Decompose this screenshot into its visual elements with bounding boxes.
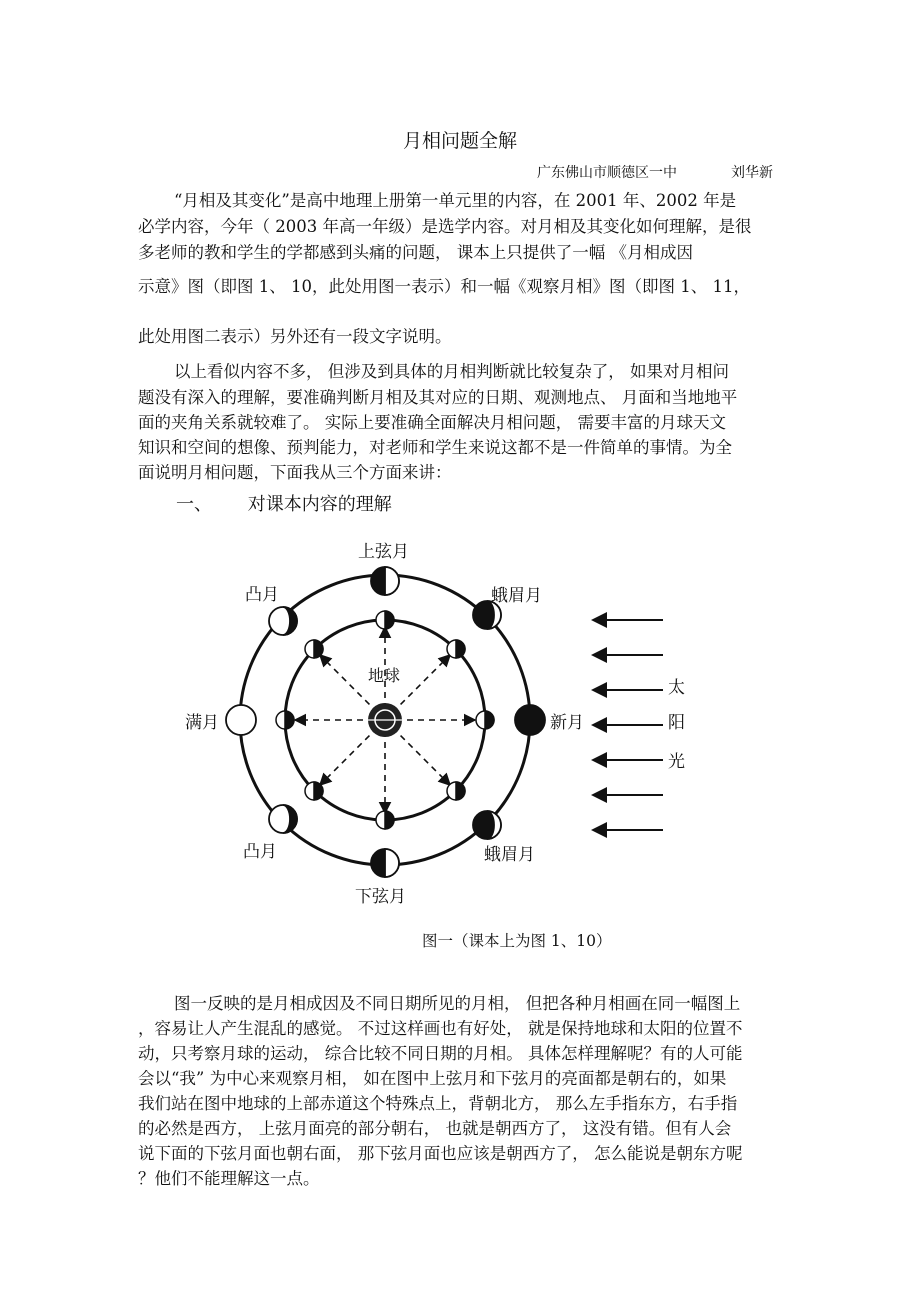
label-gibbous-upper: 凸月 xyxy=(245,585,279,605)
label-first-quarter: 上弦月 xyxy=(358,542,409,562)
para3-line-7: 说下面的下弦月面也朝右面， 那下弦月面也应该是朝西方了， 怎么能说是朝东方呢 xyxy=(138,1144,743,1163)
gibbous-upper-icon xyxy=(269,607,297,635)
para3-line-8: ？他们不能理解这一点。 xyxy=(138,1169,320,1188)
sunlight-arrows xyxy=(593,620,663,830)
inner-moon-br xyxy=(447,782,465,800)
label-last-quarter: 下弦月 xyxy=(355,887,406,907)
label-full-moon: 满月 xyxy=(185,713,219,733)
para1-line-1: “月相及其变化”是高中地理上册第一单元里的内容，在 2001 年、2002 年是 xyxy=(174,191,737,210)
para3-line-3: 动，只考察月球的运动， 综合比较不同日期的月相。 具体怎样理解呢？有的人可能 xyxy=(138,1044,743,1063)
label-waxing-crescent: 蛾眉月 xyxy=(491,586,542,606)
para2-line-4: 知识和空间的想像、预判能力，对老师和学生来说这都不是一件简单的事情。为全 xyxy=(138,438,732,457)
new-moon-icon xyxy=(515,705,545,735)
inner-moon-tr xyxy=(447,640,465,658)
inner-moon-right xyxy=(476,711,494,729)
para3-line-5: 我们站在图中地球的上部赤道这个特殊点上，背朝北方， 那么左手指东方，右手指 xyxy=(138,1094,738,1113)
label-gibbous-lower: 凸月 xyxy=(243,842,277,862)
para1-line-4: 示意》图（即图 1、 10，此处用图一表示）和一幅《观察月相》图（即图 1、 11， xyxy=(138,277,750,296)
para1-line-3: 多老师的教和学生的学都感到头痛的问题， 课本上只提供了一幅 《月相成因 xyxy=(138,243,693,262)
inner-moon-bottom xyxy=(376,811,394,829)
last-quarter-moon-icon xyxy=(371,849,399,877)
full-moon-icon xyxy=(226,705,256,735)
para2-line-5: 面说明月相问题，下面我从三个方面来讲： xyxy=(138,463,452,482)
first-quarter-moon-icon xyxy=(371,567,399,595)
author-school: 广东佛山市顺德区一中 xyxy=(537,165,677,181)
sunlight-label-2: 阳 xyxy=(668,713,685,733)
moon-phase-diagram xyxy=(175,535,715,915)
inner-moon-bl xyxy=(305,782,323,800)
inner-moon-tl xyxy=(305,640,323,658)
para3-line-6: 的必然是西方， 上弦月面亮的部分朝右， 也就是朝西方了， 这没有错。但有人会 xyxy=(138,1119,732,1138)
doc-title: 月相问题全解 xyxy=(402,130,517,152)
para1-line-2: 必学内容，今年（ 2003 年高一年级）是选学内容。对月相及其变化如何理解，是很 xyxy=(138,217,752,236)
sunlight-label-1: 太 xyxy=(668,678,685,698)
inner-moon-left xyxy=(276,711,294,729)
waning-crescent-icon xyxy=(473,811,501,839)
sunlight-label-3: 光 xyxy=(668,752,685,772)
inner-moon-top xyxy=(376,611,394,629)
para2-line-2: 题没有深入的理解，要准确判断月相及其对应的日期、观测地点、 月面和当地地平 xyxy=(138,388,738,407)
earth-label: 地球 xyxy=(368,666,401,685)
para2-line-1: 以上看似内容不多， 但涉及到具体的月相判断就比较复杂了， 如果对月相问 xyxy=(174,362,729,381)
label-waning-crescent: 蛾眉月 xyxy=(484,845,535,865)
earth-icon xyxy=(368,703,402,737)
figure-caption: 图一（课本上为图 1、10） xyxy=(422,932,612,950)
section-heading xyxy=(176,490,392,516)
para1-line-5: 此处用图二表示）另外还有一段文字说明。 xyxy=(138,327,452,346)
para3-line-2: ，容易让人产生混乱的感觉。 不过这样画也有好处， 就是保持地球和太阳的位置不 xyxy=(138,1019,743,1038)
section-number: 一、 xyxy=(176,494,212,515)
para3-line-4: 会以“我” 为中心来观察月相， 如在图中上弦月和下弦月的亮面都是朝右的，如果 xyxy=(138,1069,727,1088)
para3-line-1: 图一反映的是月相成因及不同日期所见的月相， 但把各种月相画在同一幅图上 xyxy=(174,994,741,1013)
section-title: 对课本内容的理解 xyxy=(247,494,392,515)
para2-line-3: 面的夹角关系就较难了。 实际上要准确全面解决月相问题， 需要丰富的月球天文 xyxy=(138,413,726,432)
label-new-moon: 新月 xyxy=(550,713,584,733)
author-name: 刘华新 xyxy=(731,165,773,181)
gibbous-lower-icon xyxy=(269,805,297,833)
